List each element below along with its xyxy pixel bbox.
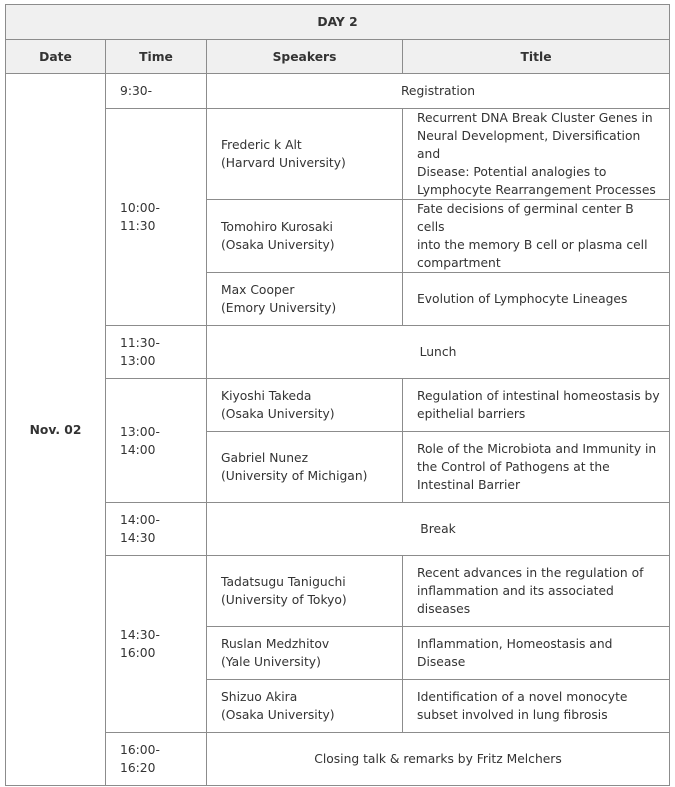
time-start: 14:30- bbox=[120, 628, 160, 642]
talk-title-cell bbox=[403, 680, 670, 733]
talk-title-line: Identification of a novel monocyte bbox=[417, 690, 628, 704]
time-cell bbox=[106, 74, 207, 109]
schedule-table bbox=[5, 4, 670, 786]
talk-title-cell bbox=[403, 627, 670, 680]
column-header-time: Time bbox=[106, 40, 207, 74]
speaker-cell bbox=[207, 109, 403, 200]
speaker-name: Tomohiro Kurosaki bbox=[221, 220, 333, 234]
column-header-speakers: Speakers bbox=[207, 40, 403, 74]
time-cell bbox=[106, 733, 207, 786]
talk-title-cell bbox=[403, 109, 670, 200]
speaker-affiliation: (Osaka University) bbox=[221, 708, 335, 722]
speaker-name: Frederic k Alt bbox=[221, 138, 302, 152]
talk-title-line: Intestinal Barrier bbox=[417, 478, 521, 492]
speaker-name: Tadatsugu Taniguchi bbox=[221, 575, 346, 589]
time-start: 14:00- bbox=[120, 513, 160, 527]
talk-title-line: Recent advances in the regulation of bbox=[417, 566, 644, 580]
time-end: 13:00 bbox=[120, 354, 156, 368]
talk-title-cell bbox=[403, 273, 670, 326]
time-start: 9:30- bbox=[120, 84, 153, 98]
column-header-date: Date bbox=[6, 40, 106, 74]
speaker-name: Shizuo Akira bbox=[221, 690, 298, 704]
time-end: 11:30 bbox=[120, 219, 156, 233]
speaker-name: Ruslan Medzhitov bbox=[221, 637, 330, 651]
lunch-cell: Lunch bbox=[207, 326, 670, 379]
closing-cell: Closing talk & remarks by Fritz Melchers bbox=[207, 733, 670, 786]
time-start: 16:00- bbox=[120, 743, 160, 757]
talk-title-line: Recurrent DNA Break Cluster Genes in bbox=[417, 111, 653, 125]
time-end: 16:00 bbox=[120, 646, 156, 660]
time-start: 13:00- bbox=[120, 424, 160, 439]
time-cell bbox=[106, 503, 207, 556]
speaker-cell bbox=[207, 627, 403, 680]
time-end: 14:00 bbox=[120, 442, 156, 457]
talk-title-line: subset involved in lung fibrosis bbox=[417, 708, 608, 722]
talk-title-line: epithelial barriers bbox=[417, 407, 526, 421]
time-cell bbox=[106, 556, 207, 733]
talk-title-cell bbox=[403, 200, 670, 273]
day-title: DAY 2 bbox=[6, 5, 670, 40]
talk-title-line: inflammation and its associated bbox=[417, 584, 614, 598]
column-header-title: Title bbox=[403, 40, 670, 74]
speaker-affiliation: (Osaka University) bbox=[221, 238, 335, 252]
speaker-cell bbox=[207, 680, 403, 733]
speaker-affiliation: (University of Michigan) bbox=[221, 469, 368, 483]
date-cell: Nov. 02 bbox=[6, 74, 106, 786]
speaker-name: Gabriel Nunez bbox=[221, 451, 309, 465]
time-cell bbox=[106, 326, 207, 379]
talk-title-line: Inflammation, Homeostasis and Disease bbox=[417, 637, 613, 669]
talk-title-cell bbox=[403, 432, 670, 503]
talk-title-line: Evolution of Lymphocyte Lineages bbox=[417, 292, 628, 306]
speaker-cell bbox=[207, 200, 403, 273]
speaker-affiliation: (Emory University) bbox=[221, 301, 337, 315]
speaker-affiliation: (Harvard University) bbox=[221, 156, 346, 170]
talk-title-line: compartment bbox=[417, 256, 501, 270]
time-end: 14:30 bbox=[120, 531, 156, 545]
talk-title-line: diseases bbox=[417, 602, 471, 616]
speaker-affiliation: (Yale University) bbox=[221, 655, 321, 669]
talk-title-line: Regulation of intestinal homeostasis by bbox=[417, 389, 660, 403]
talk-title-line: Neural Development, Diversification and bbox=[417, 129, 641, 161]
speaker-name: Max Cooper bbox=[221, 283, 295, 297]
time-start: 10:00- bbox=[120, 201, 160, 215]
speaker-cell bbox=[207, 379, 403, 432]
time-cell bbox=[106, 379, 207, 503]
speaker-name: Kiyoshi Takeda bbox=[221, 389, 312, 403]
talk-title-line: Fate decisions of germinal center B cells bbox=[417, 202, 634, 234]
speaker-cell bbox=[207, 432, 403, 503]
registration-cell: Registration bbox=[207, 74, 670, 109]
talk-title-line: Disease: Potential analogies to bbox=[417, 165, 607, 179]
speaker-affiliation: (Osaka University) bbox=[221, 407, 335, 421]
talk-title-cell bbox=[403, 556, 670, 627]
speaker-cell bbox=[207, 556, 403, 627]
break-cell: Break bbox=[207, 503, 670, 556]
time-cell bbox=[106, 109, 207, 326]
talk-title-line: the Control of Pathogens at the bbox=[417, 460, 610, 474]
speaker-cell bbox=[207, 273, 403, 326]
talk-title-line: Lymphocyte Rearrangement Processes bbox=[417, 183, 656, 197]
talk-title-cell bbox=[403, 379, 670, 432]
talk-title-line: Role of the Microbiota and Immunity in bbox=[417, 442, 657, 456]
time-end: 16:20 bbox=[120, 761, 156, 775]
talk-title-line: into the memory B cell or plasma cell bbox=[417, 238, 648, 252]
time-start: 11:30- bbox=[120, 336, 160, 350]
speaker-affiliation: (University of Tokyo) bbox=[221, 593, 347, 607]
